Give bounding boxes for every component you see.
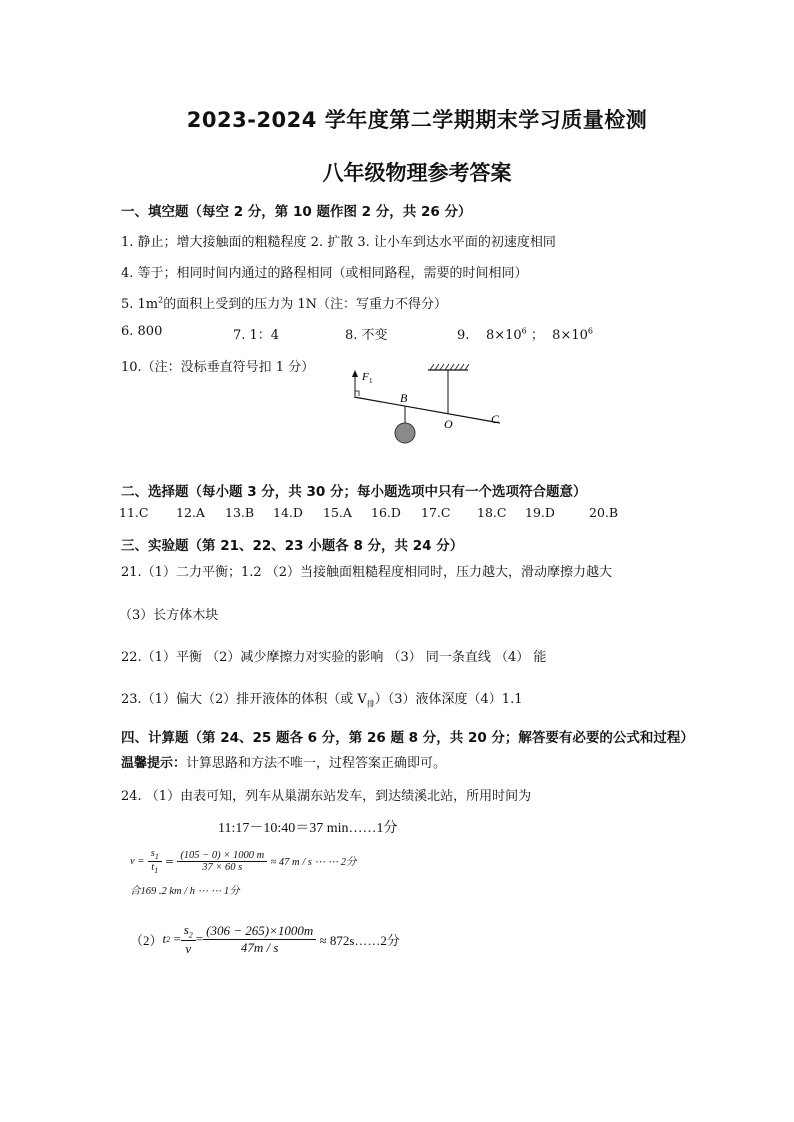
answer-4: 4. 等于；相同时间内通过的路程相同（或相同路程，需要的时间相同）	[121, 266, 528, 281]
answer-9-value2: 8×10	[552, 328, 588, 343]
section4-heading: 四、计算题（第 24、25 题各 6 分，第 26 题 8 分，共 20 分；解答要有必要的公式和过程）	[121, 730, 694, 746]
tip-label: 温馨提示：	[121, 756, 187, 771]
speed-frac1-den: t	[151, 862, 155, 874]
speed-frac1-num: s	[150, 848, 155, 859]
point-c-label: C	[491, 412, 500, 426]
answer-9-value1: 8×10	[485, 328, 522, 343]
answer-24-intro: 24. （1）由表可知，列车从巢湖东站发车，到达绩溪北站，所用时间为	[121, 789, 532, 804]
answer-23-post: ）（3）液体深度（4）1.1	[374, 692, 523, 707]
answer-7: 7. 1：4	[233, 328, 280, 343]
speed-kmh: 合169 .2 km / h ⋯ ⋯ 1分	[130, 886, 240, 897]
answer-22: 22.（1）平衡 （2）减少摩擦力对实验的影响 （3） 同一条直线 （4） 能	[121, 650, 547, 665]
t2-equals-2: =	[195, 931, 204, 947]
time2-formula	[130, 922, 400, 957]
answer-5-post: 的面积上受到的压力为 1N（注：写重力不得分）	[163, 297, 448, 312]
document-title: 2023-2024 学年度第二学期期末学习质量检测	[186, 108, 648, 132]
answer-5-pre: 5. 1m	[121, 297, 159, 312]
t2-lhs: t	[162, 931, 167, 947]
speed-lhs: v =	[130, 856, 145, 868]
answer-21-part1: 21.（1）二力平衡；1.2 （2）当接触面粗糙程度相同时，压力越大，滑动摩擦力越大	[121, 565, 613, 580]
f1-label: F	[362, 371, 369, 383]
answer-9-exp1: 6	[521, 326, 527, 336]
speed-frac2-num: (105 − 0) × 1000 m	[177, 850, 267, 862]
point-o-label: O	[444, 417, 453, 431]
tip-line	[121, 752, 446, 771]
answer-6: 6. 800	[121, 324, 163, 339]
lever-bar	[354, 397, 500, 423]
t2-frac1-den: v	[185, 940, 192, 956]
speed-fraction-1	[148, 848, 162, 875]
mc-answer-13: 13.B	[225, 505, 255, 520]
part2-label: （2）	[130, 932, 163, 948]
t2-frac2-den: 47m / s	[240, 939, 279, 955]
answer-5	[121, 293, 447, 312]
ceiling-hatch	[430, 364, 469, 370]
t2-fraction-1	[181, 922, 196, 957]
lever-diagram	[340, 360, 520, 450]
t2-lhs-sub: 2	[166, 934, 171, 944]
f1-subscript: 1	[369, 377, 373, 385]
answer-21-part2: （3）长方体木块	[119, 608, 219, 623]
mc-answer-18: 18.C	[477, 505, 507, 520]
answer-23-pre: 23.（1）偏大（2）排开液体的体积（或 V	[121, 692, 367, 707]
time-calculation: 11:17－10:40＝37 min……1分	[218, 821, 398, 836]
speed-frac2-den: 37 × 60 s	[202, 862, 243, 874]
section3-heading: 三、实验题（第 21、22、23 小题各 8 分，共 24 分）	[121, 538, 464, 554]
section2-heading: 二、选择题（每小题 3 分，共 30 分；每小题选项中只有一个选项符合题意）	[121, 484, 587, 500]
speed-equals: =	[165, 855, 174, 868]
hanging-weight	[395, 423, 415, 443]
mc-answer-11: 11.C	[119, 505, 149, 520]
point-b-label: B	[400, 391, 408, 405]
t2-equals: =	[173, 931, 181, 947]
t2-fraction-2	[203, 923, 316, 956]
t2-frac2-num: (306 − 265)×1000m	[203, 923, 316, 940]
document-subtitle: 八年级物理参考答案	[322, 161, 512, 185]
answer-23	[121, 688, 522, 710]
right-angle-mark	[355, 391, 359, 396]
answer-5-sup: 2	[158, 295, 164, 305]
section1-heading: 一、填空题（每空 2 分，第 10 题作图 2 分，共 26 分）	[121, 204, 472, 220]
t2-frac1-num: s	[183, 922, 189, 937]
answer-8: 8. 不变	[345, 328, 388, 343]
mc-answer-14: 14.D	[273, 505, 303, 520]
answers-1-3: 1. 静止；增大接触面的粗糙程度 2. 扩散 3. 让小车到达水平面的初速度相同	[121, 235, 556, 250]
t2-frac1-num-sub: 2	[188, 930, 193, 940]
answer-9-separator: ；	[530, 328, 544, 343]
force-f1-arrowhead	[352, 370, 358, 377]
speed-frac1-num-sub: 1	[154, 852, 159, 862]
answer-9-label: 9.	[457, 328, 470, 343]
answer-9-exp2: 6	[587, 326, 593, 336]
mc-answer-17: 17.C	[421, 505, 451, 520]
mc-answer-15: 15.A	[323, 505, 352, 520]
mc-answer-16: 16.D	[371, 505, 401, 520]
mc-answer-12: 12.A	[176, 505, 205, 520]
answer-23-sub: 排	[366, 699, 375, 709]
t2-result: ≈ 872s……2分	[319, 932, 400, 948]
answer-9	[457, 324, 593, 343]
speed-frac1-den-sub: 1	[154, 866, 159, 876]
mc-answer-19: 19.D	[525, 505, 555, 520]
question-10-note: 10.（注：没标垂直符号扣 1 分）	[121, 360, 315, 375]
speed-formula	[130, 848, 357, 875]
tip-text: 计算思路和方法不唯一，过程答案正确即可。	[186, 756, 447, 771]
speed-result: ≈ 47 m / s ⋯ ⋯ 2分	[270, 857, 357, 869]
mc-answer-20: 20.B	[589, 505, 619, 520]
speed-fraction-2	[177, 850, 267, 873]
